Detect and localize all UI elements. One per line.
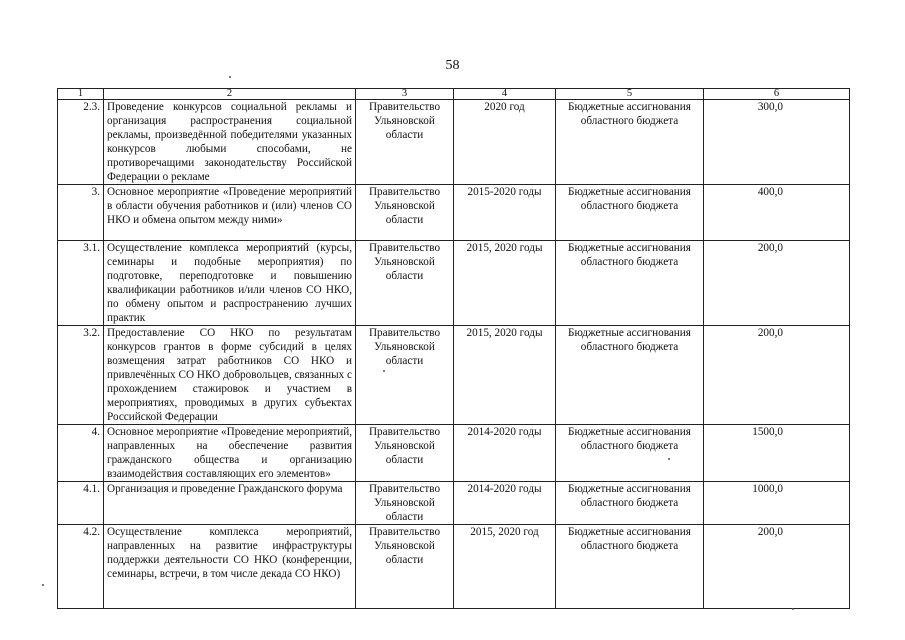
column-header: 2: [104, 89, 356, 100]
column-header: 3: [356, 89, 454, 100]
activities-table: [57, 88, 850, 609]
scan-speck: [668, 458, 670, 460]
executor: Правительство Ульяновской области: [356, 185, 454, 241]
period: 2015, 2020 годы: [454, 241, 556, 326]
period: 2014-2020 годы: [454, 425, 556, 482]
amount: 200,0: [704, 326, 850, 425]
scan-speck: [229, 76, 231, 78]
column-header: 6: [704, 89, 850, 100]
amount: 400,0: [704, 185, 850, 241]
amount: 200,0: [704, 241, 850, 326]
period: 2020 год: [454, 100, 556, 185]
executor: Правительство Ульяновской области: [356, 525, 454, 609]
period: 2015-2020 годы: [454, 185, 556, 241]
row-number: 2.3.: [58, 100, 104, 185]
table-row: [58, 185, 850, 241]
funding-source: Бюджетные ассигнования областного бюджета: [556, 185, 704, 241]
activity-description: Предоставление СО НКО по результатам конкурсов грантов в форме субсидий в целях возмещения затрат работников СО НКО и привлечённых СО НКО добровольцев, связанных с прохождением стажировок и участием в мероприятиях, проводимых в других субъектах Российской Федерации: [104, 326, 356, 425]
amount: 1000,0: [704, 482, 850, 525]
table-row: [58, 100, 850, 185]
table-row: [58, 525, 850, 609]
funding-source: Бюджетные ассигнования областного бюджета: [556, 425, 704, 482]
table-row: [58, 326, 850, 425]
executor: Правительство Ульяновской области: [356, 100, 454, 185]
funding-source: Бюджетные ассигнования областного бюджета: [556, 525, 704, 609]
period: 2015, 2020 годы: [454, 326, 556, 425]
activity-description: Проведение конкурсов социальной рекламы и организация распространения социальной рекламы, произведённой победителями указанных конкурсов любыми способами, не противоречащими законодательству Российской Федерации о рекламе: [104, 100, 356, 185]
scan-speck: [42, 584, 44, 586]
funding-source: Бюджетные ассигнования областного бюджета: [556, 241, 704, 326]
table-row: [58, 482, 850, 525]
funding-source: Бюджетные ассигнования областного бюджета: [556, 482, 704, 525]
column-header: 4: [454, 89, 556, 100]
executor: Правительство Ульяновской области: [356, 326, 454, 425]
table-row: [58, 425, 850, 482]
funding-source: Бюджетные ассигнования областного бюджета: [556, 326, 704, 425]
activity-description: Организация и проведение Гражданского форума: [104, 482, 356, 525]
executor: Правительство Ульяновской области: [356, 241, 454, 326]
amount: 200,0: [704, 525, 850, 609]
executor: Правительство Ульяновской области: [356, 425, 454, 482]
page-number: 58: [445, 58, 460, 73]
row-number: 4.1.: [58, 482, 104, 525]
table-header-row: [58, 89, 850, 100]
activity-description: Осуществление комплекса мероприятий (курсы, семинары и подобные мероприятия) по подготовке, переподготовке и повышению квалификации работников и/или членов СО НКО, по обмену опытом и распространению лучших практик: [104, 241, 356, 326]
table-row: [58, 241, 850, 326]
column-header: 5: [556, 89, 704, 100]
scan-speck: [383, 370, 385, 372]
period: 2015, 2020 год: [454, 525, 556, 609]
executor: Правительство Ульяновской области: [356, 482, 454, 525]
activity-description: Основное мероприятие «Проведение мероприятий в области обучения работников и (или) членов СО НКО и обмена опытом между ними»: [104, 185, 356, 241]
row-number: 4.2.: [58, 525, 104, 609]
row-number: 4.: [58, 425, 104, 482]
row-number: 3.: [58, 185, 104, 241]
scan-speck: [792, 608, 794, 610]
activity-description: Осуществление комплекса мероприятий, направленных на развитие инфраструктуры поддержки деятельности СО НКО (конференции, семинары, встречи, в том числе декада СО НКО): [104, 525, 356, 609]
amount: 1500,0: [704, 425, 850, 482]
column-header: 1: [58, 89, 104, 100]
funding-source: Бюджетные ассигнования областного бюджета: [556, 100, 704, 185]
activity-description: Основное мероприятие «Проведение мероприятий, направленных на обеспечение развития гражданского общества и организацию взаимодействия составляющих его элементов»: [104, 425, 356, 482]
amount: 300,0: [704, 100, 850, 185]
row-number: 3.2.: [58, 326, 104, 425]
row-number: 3.1.: [58, 241, 104, 326]
period: 2014-2020 годы: [454, 482, 556, 525]
